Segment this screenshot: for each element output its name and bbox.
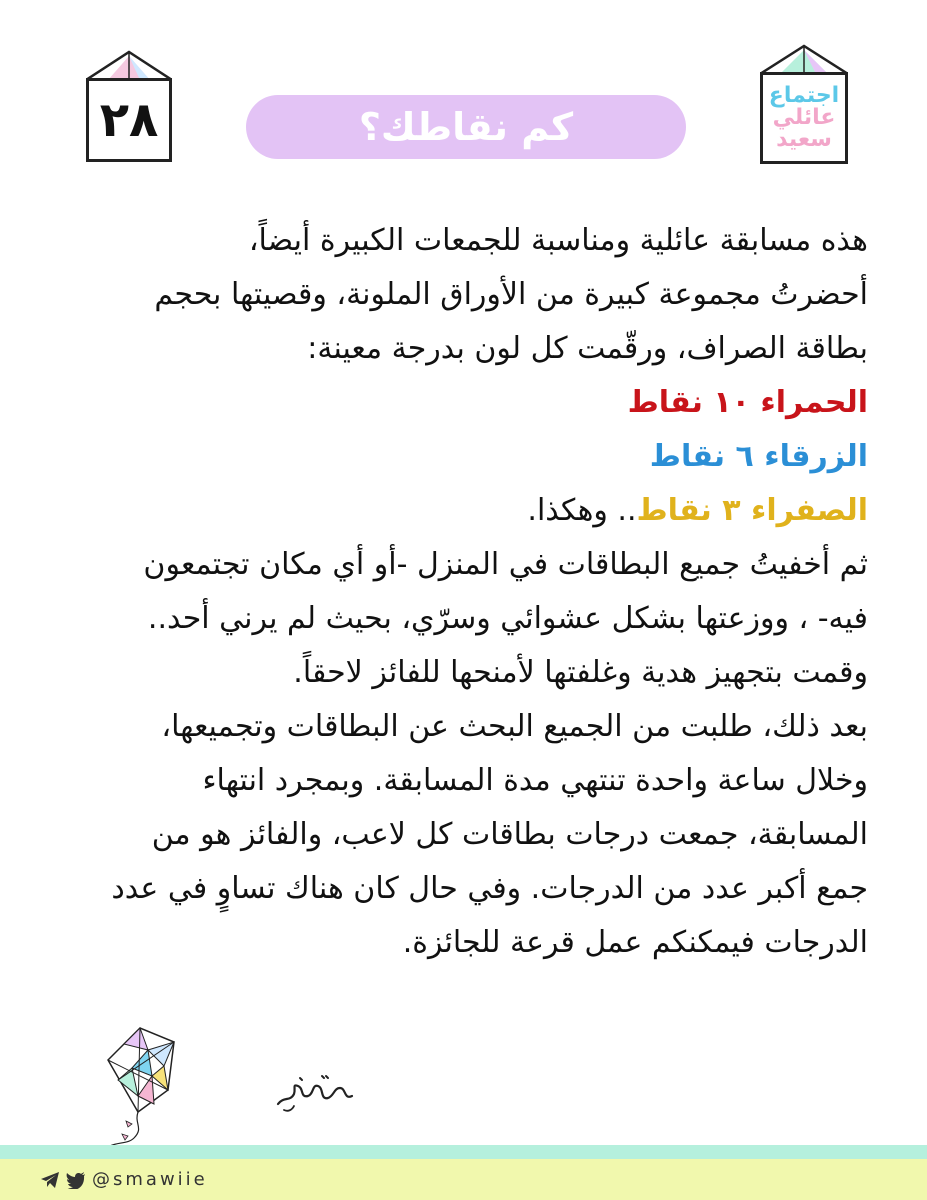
footer xyxy=(0,1159,927,1200)
paragraph-hiding: ثم أخفيتُ جميع البطاقات في المنزل -أو أي مكان تجتمعون فيه- ، ووزعتها بشكل عشوائي وسرّي، بحيث لم يرني أحد.. xyxy=(143,547,868,636)
page-title: كم نقاطك؟ xyxy=(246,95,686,159)
page-number: ٢٨ xyxy=(86,78,172,162)
kite-icon xyxy=(88,1020,218,1150)
paragraph-rules: بعد ذلك، طلبت من الجميع البحث عن البطاقات وتجميعها، وخلال ساعة واحدة تنتهي مدة المسابقة. وبمجرد انتهاء المسابقة، جمعت درجات بطاقات كل لاعب، والفائز هو من جمع أكبر عدد من الدرجات. وفي حال كان هناك تساوٍ في عدد الدرجات فيمكنكم عمل قرعة للجائزة. xyxy=(111,709,868,960)
page-number-roof xyxy=(86,50,172,80)
paragraph-gift: وقمت بتجهيز هدية وغلفتها لأمنحها للفائز لاحقاً. xyxy=(293,655,868,690)
article-body xyxy=(92,214,868,970)
logo-line-3: سعيد xyxy=(776,127,832,152)
telegram-icon xyxy=(40,1171,60,1189)
logo-line-2: عائلي xyxy=(772,105,836,130)
paragraph-intro: هذه مسابقة عائلية ومناسبة للجمعات الكبيرة أيضاً، xyxy=(248,223,868,258)
signature xyxy=(270,1066,360,1116)
yellow-points-line: الصفراء ٣ نقاط xyxy=(636,493,868,528)
red-points-line: الحمراء ١٠ نقاط xyxy=(627,385,868,420)
logo xyxy=(760,72,848,164)
logo-roof xyxy=(760,44,848,74)
logo-line-1: اجتماع xyxy=(768,83,840,108)
paragraph-cards: أحضرتُ مجموعة كبيرة من الأوراق الملونة، وقصيتها بحجم بطاقة الصراف، ورقّمت كل لون بدرجة معينة: xyxy=(154,277,868,366)
footer-handle: @smawiie xyxy=(92,1169,208,1190)
twitter-icon xyxy=(66,1171,86,1189)
social-handle[interactable] xyxy=(40,1169,208,1190)
footer-band xyxy=(0,1145,927,1159)
blue-points-line: الزرقاء ٦ نقاط xyxy=(649,439,868,474)
yellow-points-suffix: .. وهكذا. xyxy=(527,493,637,528)
yellow-points-row xyxy=(92,484,868,538)
